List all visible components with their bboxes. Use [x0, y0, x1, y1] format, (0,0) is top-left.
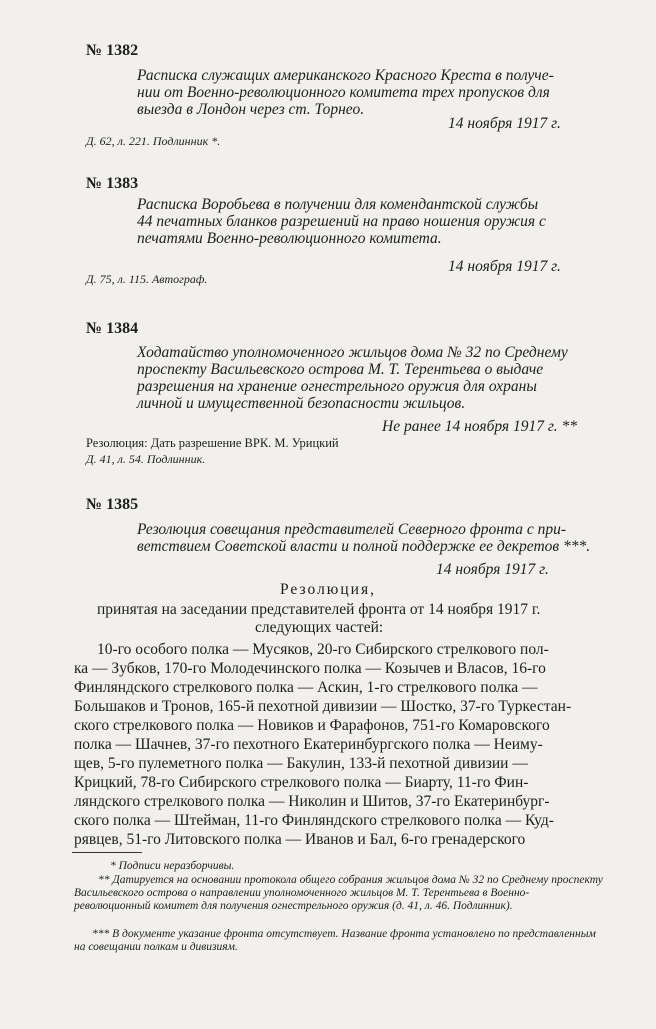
body-line: Большаков и Тронов, 165-й пехотной дивизии — Шостко, 37-го Туркестан- — [74, 698, 572, 715]
doc-date: Не ранее 14 ноября 1917 г. ** — [382, 418, 577, 435]
doc-title-line: Резолюция совещания представителей Северного фронта с при- — [137, 521, 567, 538]
doc-source: Д. 62, л. 221. Подлинник *. — [86, 134, 221, 148]
body-line: ского стрелкового полка — Новиков и Фарафонов, 751-го Комаровского — [74, 717, 550, 734]
body-line: ского полка — Штейман, 11-го Финляндского стрелкового полка — Куд- — [74, 812, 554, 829]
doc-title-line: разрешения на хранение огнестрельного оружия для охраны — [137, 378, 537, 395]
doc-title-line: нии от Военно-революционного комитета трех пропусков для — [137, 84, 550, 101]
doc-source: Д. 75, л. 115. Автограф. — [86, 272, 208, 286]
body-line: Крицкий, 78-го Сибирского стрелкового полка — Биарту, 11-го Фин- — [74, 774, 529, 791]
resolution-heading: Резолюция, — [280, 581, 376, 598]
doc-number-1382: № 1382 — [86, 42, 139, 59]
body-line: щев, 5-го пулеметного полка — Бакулин, 133-й пехотной дивизии — — [74, 755, 528, 772]
doc-title-line: Расписка служащих американского Красного Креста в получе- — [137, 67, 554, 84]
doc-title-line: Расписка Воробьева в получении для комендантской службы — [137, 196, 539, 213]
body-line: ляндского стрелкового полка — Николин и Шитов, 37-го Екатеринбург- — [74, 793, 550, 810]
doc-date: 14 ноября 1917 г. — [448, 115, 561, 132]
body-line: Финляндского стрелкового полка — Аскин, 1-го стрелкового полка — — [74, 679, 538, 696]
doc-resolution: Резолюция: Дать разрешение ВРК. М. Урицкий — [86, 436, 339, 450]
body-line: 10-го особого полка — Мусяков, 20-го Сибирского стрелкового пол- — [97, 641, 549, 658]
doc-number-1385: № 1385 — [86, 496, 139, 513]
doc-number-1383: № 1383 — [86, 175, 139, 192]
resolution-subheading: следующих частей: — [255, 619, 384, 636]
doc-number-1384: № 1384 — [86, 320, 139, 337]
body-line: полка — Шачнев, 37-го пехотного Екатеринбургского полка — Неиму- — [74, 736, 543, 753]
doc-title-line: личной и имущественной безопасности жильцов. — [137, 395, 466, 412]
body-line: рявцев, 51-го Литовского полка — Иванов и Бал, 6-го гренадерского — [74, 831, 526, 848]
body-line: ка — Зубков, 170-го Молодечинского полка — Козычев и Власов, 16-го — [74, 660, 546, 677]
doc-title-line: выезда в Лондон через ст. Торнео. — [137, 101, 365, 118]
footnote: *** В документе указание фронта отсутствует. Название фронта установлено по представленным на совещании полкам и дивизиям. — [74, 928, 596, 953]
footnote-rule — [72, 852, 142, 853]
doc-title-line: 44 печатных бланков разрешений на право ношения оружия с — [137, 213, 546, 230]
doc-title-line: Ходатайство уполномоченного жильцов дома № 32 по Среднему — [137, 344, 568, 361]
footnote: * Подписи неразборчивы. — [110, 860, 235, 872]
doc-title-line: ветствием Советской власти и полной поддержке ее декретов ***. — [137, 538, 591, 555]
doc-title-line: проспекту Васильевского острова М. Т. Терентьева о выдаче — [137, 361, 544, 378]
doc-title-line: печатями Военно-революционного комитета. — [137, 230, 442, 247]
doc-source: Д. 41, л. 54. Подлинник. — [86, 452, 206, 466]
doc-date: 14 ноября 1917 г. — [448, 258, 561, 275]
doc-date: 14 ноября 1917 г. — [436, 561, 549, 578]
footnote: ** Датируется на основании протокола общего собрания жильцов дома № 32 по Среднему проспекту Васильевского острова о направлении уполномоченного жильцов М. Т. Терентьева в Военно-революционный комитет для получения огнестрельного оружия (д. 41, л. 46. Подлинник). — [74, 874, 603, 912]
resolution-subheading: принятая на заседании представителей фронта от 14 ноября 1917 г. — [97, 601, 541, 618]
